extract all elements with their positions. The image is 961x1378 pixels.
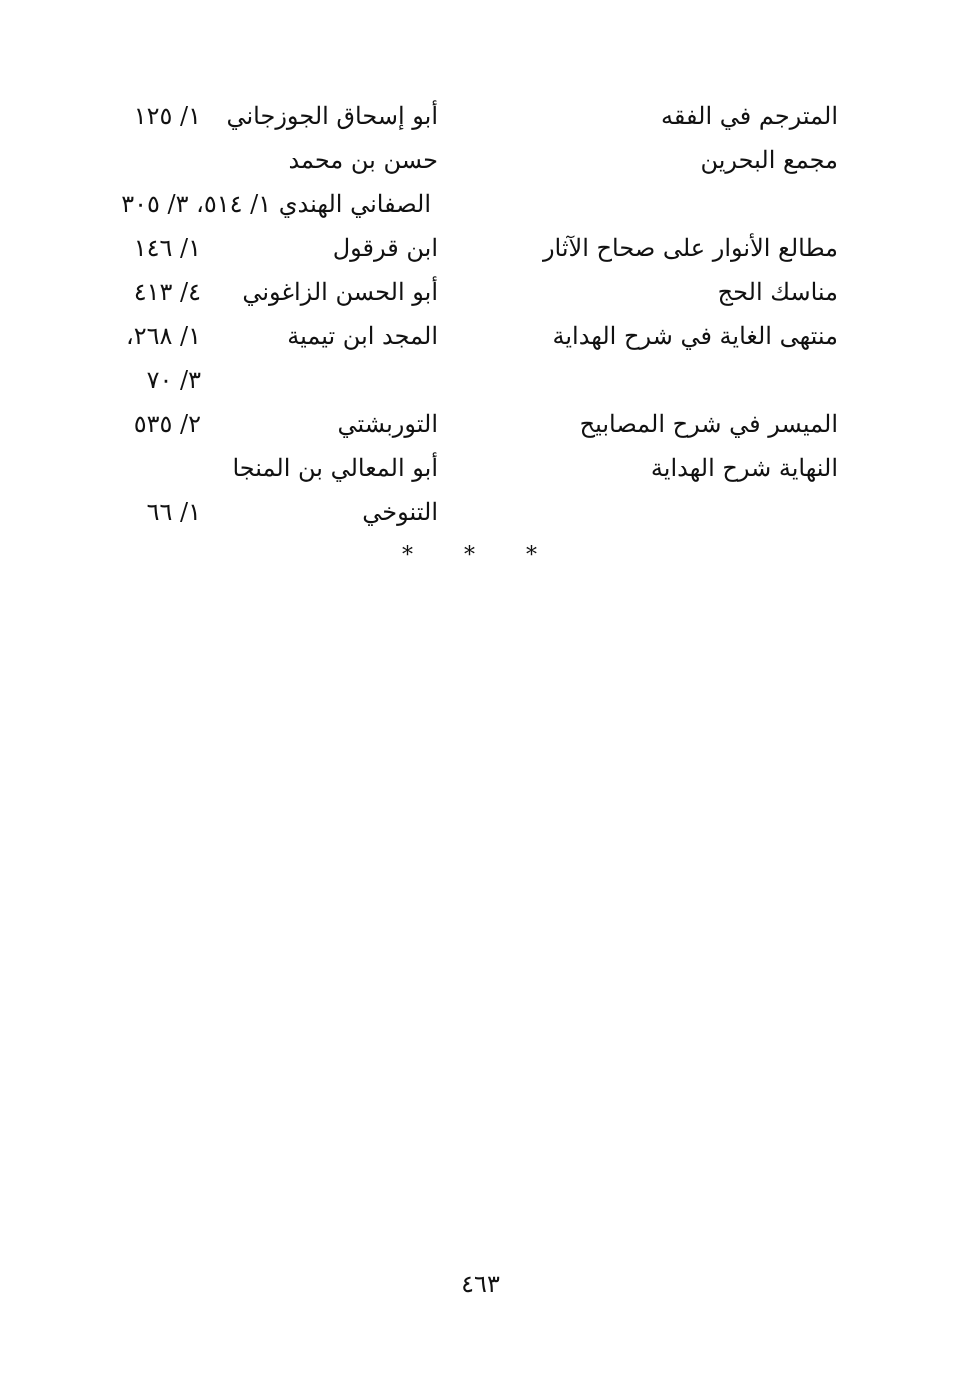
book-title: منتهى الغاية في شرح الهداية: [552, 322, 838, 350]
index-row: [0, 182, 961, 226]
book-title: مناسك الحج: [717, 278, 838, 306]
book-author: التنوخي: [362, 498, 438, 526]
volume-page-ref: ١/ ١٢٥: [133, 102, 201, 130]
index-row: [0, 138, 961, 182]
page-number: ٤٦٣: [461, 1270, 500, 1298]
index-table: [0, 94, 961, 534]
volume-page-ref: ١/ ٦٦: [146, 498, 201, 526]
index-row: [0, 402, 961, 446]
index-row: [0, 358, 961, 402]
index-row: [0, 226, 961, 270]
volume-page-ref: ١/ ١٤٦: [133, 234, 201, 262]
index-row: [0, 446, 961, 490]
book-title: النهاية شرح الهداية: [650, 454, 838, 482]
book-author: أبو إسحاق الجوزجاني: [226, 102, 438, 130]
index-row: [0, 270, 961, 314]
book-author: التوربشتي: [337, 410, 438, 438]
index-row: [0, 94, 961, 138]
book-title: المترجم في الفقه: [660, 102, 838, 130]
book-author: ابن قرقول: [332, 234, 438, 262]
index-row: [0, 490, 961, 534]
volume-page-ref: ٣/ ٧٠: [146, 366, 201, 394]
volume-page-ref: ٢/ ٥٣٥: [133, 410, 201, 438]
volume-page-ref: ٤/ ٤١٣: [133, 278, 201, 306]
book-author: حسن بن محمد: [288, 146, 438, 174]
volume-page-ref: ١/ ٢٦٨،: [125, 322, 201, 350]
book-title: مجمع البحرين: [700, 146, 838, 174]
book-title: الميسر في شرح المصابيح: [579, 410, 838, 438]
book-author: أبو الحسن الزاغوني: [242, 278, 438, 306]
section-separator: * * *: [402, 543, 559, 568]
book-author: الصفاني الهندي ١/ ٥١٤، ٣/ ٣٠٥: [121, 190, 431, 218]
book-author: المجد ابن تيمية: [287, 322, 438, 350]
index-row: [0, 314, 961, 358]
book-title: مطالع الأنوار على صحاح الآثار: [542, 234, 838, 262]
book-author: أبو المعالي بن المنجا: [232, 454, 438, 482]
